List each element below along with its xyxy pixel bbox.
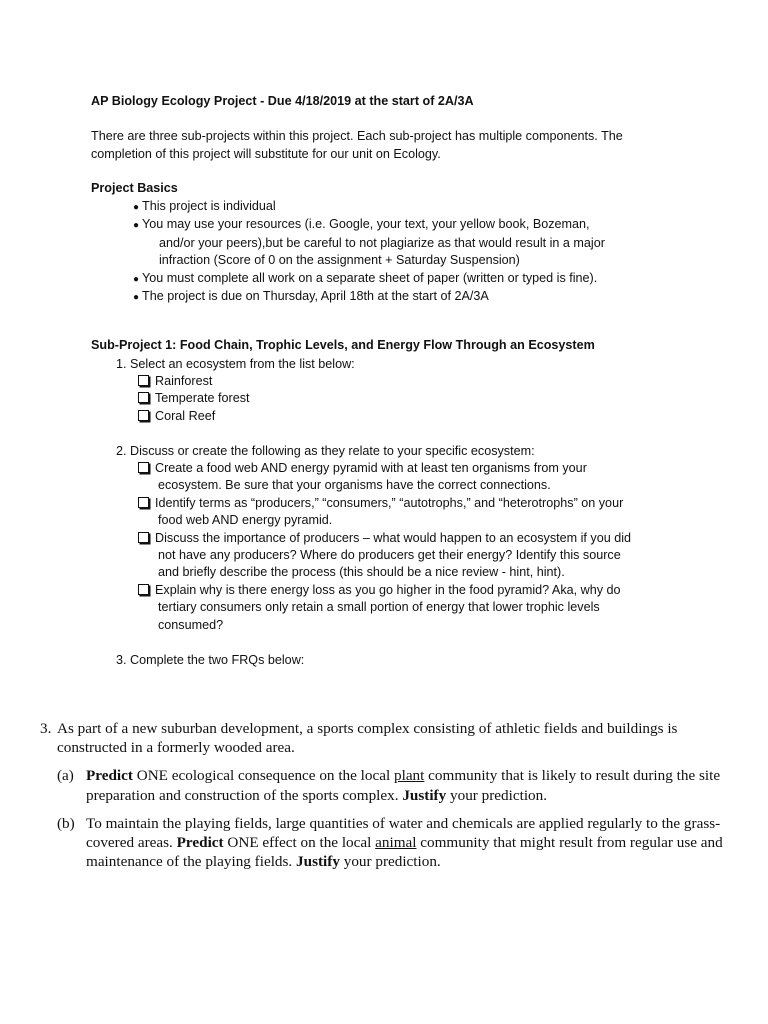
task-item [138, 495, 678, 530]
frq-stem-line: As part of a new suburban development, a sports complex consisting of athletic fields and buildings is [57, 720, 678, 737]
sub-project-1-heading: Sub-Project 1: Food Chain, Trophic Levels, and Energy Flow Through an Ecosystem [91, 338, 595, 352]
ecosystem-label: Rainforest [155, 374, 213, 388]
task-text: Explain why is there energy loss as you go higher in the food pyramid? Aka, why do [155, 582, 621, 597]
intro-line: There are three sub-projects within this project. Each sub-project has multiple components. The [91, 129, 623, 143]
bullet-text: and/or your peers),but be careful to not plagiarize as that would result in a major [159, 235, 605, 250]
bullet-text: You may use your resources (i.e. Google, your text, your yellow book, Bozeman, [142, 217, 590, 232]
frq-text: covered areas. [86, 834, 177, 852]
task-text: Identify terms as “producers,” “consumers,” “autotrophs,” and “heterotrophs” on your [155, 495, 624, 510]
checkbox-icon [138, 392, 149, 403]
bullet-text: You must complete all work on a separate sheet of paper (written or typed is fine). [142, 270, 598, 285]
ecosystem-list [138, 373, 250, 425]
ecosystem-label: Coral Reef [155, 408, 216, 423]
task-text: Create a food web AND energy pyramid with at least ten organisms from your [155, 461, 587, 475]
task-item [138, 530, 678, 582]
task-text: not have any producers? Where do producers get their energy? Identify this source [158, 548, 621, 563]
bullet-text: This project is individual [142, 199, 276, 213]
bullet-icon: ● [133, 273, 140, 285]
checkbox-icon [138, 532, 149, 543]
ecosystem-label: Temperate forest [155, 391, 250, 406]
task-text: ecosystem. Be sure that your organisms have the correct connections. [158, 478, 551, 493]
ecosystem-option [138, 390, 250, 407]
frq-text: community that might result from regular use and [416, 834, 723, 852]
checkbox-icon [138, 375, 149, 386]
document-title: AP Biology Ecology Project - Due 4/18/2019 at the start of 2A/3A [91, 94, 474, 108]
frq-text: ONE effect on the local [223, 834, 376, 852]
frq-part-label: (a) [57, 767, 74, 785]
underlined-word: animal [375, 834, 417, 852]
bullet-text: The project is due on Thursday, April 18th at the start of 2A/3A [142, 289, 489, 304]
checkbox-icon [138, 584, 149, 595]
project-basics-heading: Project Basics [91, 181, 178, 195]
frq-number: 3. [40, 720, 52, 737]
frq-part-a [40, 766, 730, 804]
basics-bullet [133, 216, 653, 269]
frq-question [40, 719, 730, 871]
task-list [138, 460, 678, 634]
checkbox-icon [138, 462, 149, 473]
task-item [138, 460, 678, 495]
checkbox-icon [138, 497, 149, 508]
frq-text: preparation and construction of the sports complex. [86, 786, 403, 804]
frq-text: your prediction. [446, 786, 548, 804]
frq-text: maintenance of the playing fields. [86, 853, 297, 871]
ecosystem-option [138, 408, 250, 425]
frq-text: To maintain the playing fields, large quantities of water and chemicals are applied regularly to the grass- [86, 814, 721, 832]
keyword-justify: Justify [402, 786, 447, 804]
ecosystem-option [138, 373, 250, 390]
bullet-icon: ● [133, 202, 140, 213]
keyword-justify: Justify [296, 853, 340, 871]
bullet-text: infraction (Score of 0 on the assignment + Saturday Suspension) [159, 253, 520, 268]
frq-text: community that is likely to result during the site [424, 767, 721, 785]
basics-bullet [133, 270, 653, 288]
bullet-icon: ● [133, 292, 140, 304]
bullet-icon: ● [133, 220, 140, 232]
step-3: 3. Complete the two FRQs below: [116, 653, 305, 667]
intro-line: completion of this project will substitute for our unit on Ecology. [91, 146, 441, 161]
keyword-predict: Predict [176, 834, 224, 852]
frq-part-b [40, 814, 730, 872]
task-text: tertiary consumers only retain a small portion of energy that lower trophic levels [158, 600, 600, 615]
task-text: Discuss the importance of producers – what would happen to an ecosystem if you did [155, 530, 632, 545]
frq-part-label: (b) [57, 814, 75, 832]
task-item [138, 582, 678, 634]
keyword-predict: Predict [86, 767, 133, 785]
frq-text: your prediction. [339, 853, 441, 871]
underlined-word: plant [394, 767, 425, 785]
intro-paragraph [91, 128, 691, 163]
task-text: consumed? [158, 617, 224, 632]
step-2: 2. Discuss or create the following as they relate to your specific ecosystem: [116, 444, 535, 458]
task-text: and briefly describe the process (this should be a nice review - hint, hint). [158, 565, 565, 580]
basics-bullet [133, 288, 653, 306]
frq-stem-line: constructed in a formerly wooded area. [57, 739, 295, 757]
checkbox-icon [138, 410, 149, 421]
frq-stem [57, 719, 730, 757]
step-1: 1. Select an ecosystem from the list below: [116, 357, 355, 371]
project-basics-list [133, 198, 653, 306]
basics-bullet [133, 198, 653, 216]
task-text: food web AND energy pyramid. [158, 513, 333, 528]
frq-text: ONE ecological consequence on the local [132, 767, 394, 785]
